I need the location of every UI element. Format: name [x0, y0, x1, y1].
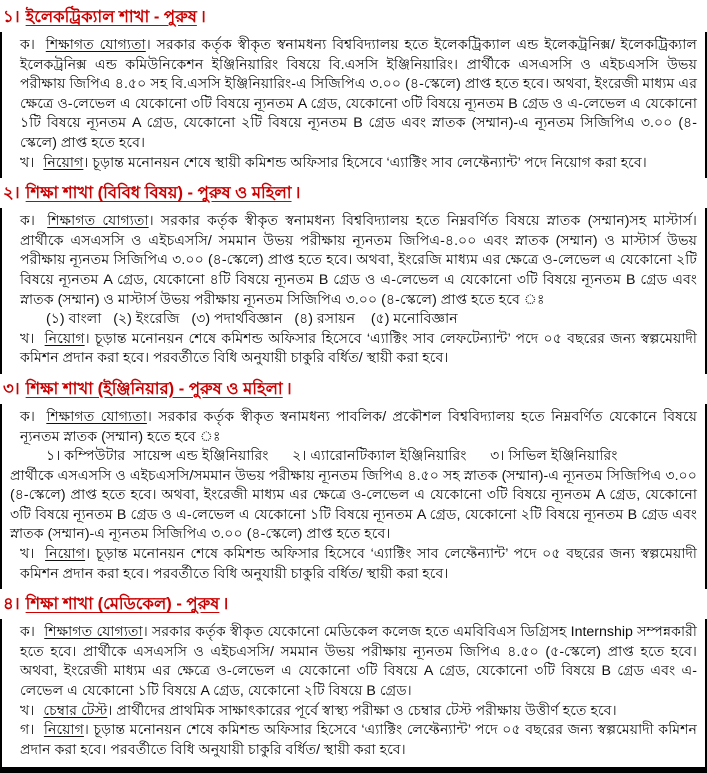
section-heading	[3, 378, 707, 400]
section-number: ৩।	[3, 379, 20, 398]
section-title-terminator: ।	[199, 8, 206, 26]
subject-list: (১) বাংলা (২) ইংরেজি (৩) পদার্থবিজ্ঞান (৪) রসায়ন (৫) মনোবিজ্ঞান	[46, 311, 458, 328]
section-title: শিক্ষা শাখা (বিবিধ বিষয়) - পুরুষ ও মহিলা	[25, 184, 292, 203]
clause-label: ক।	[20, 37, 35, 53]
section-body-box	[0, 404, 707, 589]
section-body-box	[0, 32, 707, 178]
clause-term-underlined: শিক্ষাগত যোগ্যতা	[45, 37, 146, 53]
clause-term-underlined: নিয়োগ	[45, 546, 86, 563]
section-title: ইলেকট্রিক্যাল শাখা - পুরুষ	[25, 8, 197, 26]
clause-term-underlined: নিয়োগ	[44, 330, 85, 347]
clause-text: । প্রার্থীদের প্রাথমিক সাক্ষাৎকারের পূর্বে স্বাস্থ্য পরীক্ষা ও চেম্বার টেস্ট পরীক্ষায় উত্তীর্ণ হতে হবে।	[107, 702, 617, 719]
clause-term-underlined: নিয়োগ	[43, 722, 84, 739]
clause-paragraph	[10, 154, 697, 174]
section-title-terminator: ।	[222, 595, 229, 614]
clause-term-underlined: শিক্ষাগত যোগ্যতা	[44, 624, 143, 641]
clause-text: । সরকার কর্তৃক স্বীকৃত স্বনামধন্য পাবলিক/ প্রকৌশল বিশ্ববিদ্যালয় হতে নিম্নবর্ণিত যেকোনে বিষয়ে ন্যূনতম স্নাতক (সম্মান) হতে হবে ঃ	[20, 408, 697, 445]
clause-paragraph	[10, 623, 697, 701]
subject-list: ১। কম্পিউটার সায়েন্স এন্ড ইঞ্জিনিয়ারিং ২। এ্যারোনটিক্যাল ইঞ্জিনিয়ারিং ৩। সিভিল ইঞ্জিনিয়ারিং	[46, 448, 618, 465]
clause-term-underlined: চেম্বার টেস্ট	[43, 702, 108, 719]
clause-label: খ।	[20, 330, 35, 347]
clause-text: । সরকার কর্তৃক স্বীকৃত স্বনামধন্য বিশ্ববিদ্যালয় হতে নিম্নবর্ণিত বিষয়ে স্নাতক (সম্মান)সহ মাস্টার্স। প্রার্থীকে এসএসসি ও এইচএসসি/ সমমান উভয় পরীক্ষায় ন্যূনতম জিপিএ-৪.০০ এবং স্নাতক (সম্মান) ও মাস্টার্স উভয় পরীক্ষায় ন্যূনতম সিজিপিএ ৩.০০ (৪-স্কেলে) প্রাপ্ত হতে হবে। অথবা, ইংরেজি মাধ্যম এর ক্ষেত্রে ও-লেভেল এ যেকোনো ২টি বিষয়ে ন্যূনতম A গ্রেড, যেকোনো ৪টি বিষয়ে ন্যূনতম B গ্রেড ও এ-লেভেল এ যেকোনো ৩টি বিষয়ে ন্যূনতম B গ্রেড এবং স্নাতক (সম্মান) ও মাস্টার্স উভয় পরীক্ষায় ন্যূনতম সিজিপিএ ৩.০০ (৪-স্কেলে) প্রাপ্ত হতে হবে ঃ	[20, 213, 697, 308]
clause-term-underlined: শিক্ষাগত যোগ্যতা	[46, 408, 147, 425]
section-heading	[3, 6, 707, 28]
clause-paragraph	[10, 212, 697, 310]
clause-text: । চূড়ান্ত মনোনয়ন শেষে স্থায়ী কমিশন্ড অফিসার হিসেবে ‘এ্যাক্টিং সাব লেফ্টেন্যান্ট’ পদে নিয়োগ করা হবে।	[83, 154, 647, 171]
clause-paragraph	[10, 721, 697, 760]
clause-text: । চূড়ান্ত মনোনয়ন শেষে কমিশন্ড অফিসার হিসেবে ‘এ্যাক্টিং সাব লেফটেন্যান্ট’ পদে ০৫ বছরের জন্য স্বল্পমেয়াদী কমিশন প্রদান করা হবে। পরবর্তীতে বিধি অনুযায়ী চাকুরি বর্ধিত/ স্থায়ী করা হবে।	[20, 330, 697, 367]
clause-text: । চূড়ান্ত মনোনয়ন শেষে কমিশন্ড অফিসার হিসেবে ‘এ্যাক্টিং সাব লেফ্টেন্যান্ট’ পদে ০৫ বছরের জন্য স্বল্পমেয়াদী কমিশন প্রদান করা হবে। পরবর্তীতে বিধি অনুযায়ী চাকুরি বর্ধিত/ স্থায়ী করা হবে।	[20, 546, 697, 582]
clause-paragraph	[10, 36, 697, 154]
clause-text: । চূড়ান্ত মনোনয়ন শেষে কমিশন্ড অফিসার হিসেবে ‘এ্যাক্টিং লেফ্টেন্যান্ট’ পদে ০৫ বছরের জন্য স্বল্পমেয়াদী কমিশন প্রদান করা হবে। পরবর্তীতে বিধি অনুযায়ী চাকুরি বর্ধিত/ স্থায়ী করা হবে।	[20, 722, 697, 758]
clause-label: ক।	[20, 408, 35, 425]
section-heading	[3, 182, 707, 204]
clause-label: খ।	[20, 702, 35, 719]
section-title-terminator: ।	[294, 184, 301, 203]
clause-text: । সরকার কর্তৃক স্বীকৃত স্বনামধন্য বিশ্ববিদ্যালয় হতে ইলেকট্রিক্যাল এন্ড ইলেকট্রনিক্স/ ইলেকট্রিক্যাল ইলেকট্রনিক্স এন্ড কমিউনিকেশন ইঞ্জিনিয়ারিং বিষয়ে বি.এসসি ইঞ্জিনিয়ারিং। প্রার্থীকে এসএসসি ও এইচএসসি উভয় পরীক্ষায় জিপিএ ৪.৫০ সহ বি.এসসি ইঞ্জিনিয়ারিং-এ সিজিপিএ ৩.০০ (৪-স্কেলে) প্রাপ্ত হতে হবে। অথবা, ইংরেজী মাধ্যম এর ক্ষেত্রে ও-লেভেল এ যেকোনো ৩টি বিষয়ে ন্যূনতম A গ্রেড, যেকোনো ৩টি বিষয়ে ন্যূনতম B গ্রেড ও এ-লেভেল এ যেকোনো ১টি বিষয়ে ন্যূনতম A গ্রেড, যেকোনো ২টি বিষয়ে ন্যূনতম B গ্রেড এবং স্নাতক (সম্মান)-এ ন্যূনতম সিজিপিএ ৩.০০ (৪-স্কেলে) প্রাপ্ত হতে হবে।	[20, 37, 697, 151]
section-number: ১।	[3, 8, 20, 26]
clause-paragraph	[10, 545, 697, 584]
section-number: ২।	[3, 184, 20, 203]
clause-text: । সরকার কর্তৃক স্বীকৃত যেকোনো মেডিকেল কলেজ হতে এমবিবিএস ডিগ্রিসহ Internship সম্পন্নকারী হতে হবে। প্রার্থীকে এসএসসি ও এইচএসসি/ সমমান উভয় পরীক্ষায় ন্যূনতম জিপিএ ৪.৫০ (৫-স্কেলে) প্রাপ্ত হতে হবে। অথবা, ইংরেজী মাধ্যম এর ক্ষেত্রে ও-লেভেল এ যেকোনো ৩টি বিষয়ে A গ্রেড, যেকোনো ৩টি বিষয়ে B গ্রেড এবং এ-লেভেল এ যেকোনো ১টি বিষয়ে A গ্রেড, যেকোনো ২টি বিষয়ে B গ্রেড।	[20, 624, 697, 700]
clause-paragraph	[10, 408, 697, 447]
clause-term-underlined: শিক্ষাগত যোগ্যতা	[47, 213, 149, 230]
section-body-box	[0, 619, 707, 773]
section-number: ৪।	[3, 595, 20, 614]
clause-paragraph	[10, 330, 697, 369]
clause-continuation-text: প্রার্থীকে এসএসসি ও এইচএসসি/সমমান উভয় পরীক্ষায় ন্যূনতম জিপিএ ৪.৫০ সহ স্নাতক (সম্মান)-এ ন্যূনতম সিজিপিএ ৩.০০ (৪-স্কেলে) প্রাপ্ত হতে হবে। অথবা, ইংরেজী মাধ্যম এর ক্ষেত্রে ও-লেভেল এ যেকোনো ৩টি বিষয়ে ন্যূনতম A গ্রেড, যেকোনো ৩টি বিষয়ে ন্যূনতম B গ্রেড ও এ-লেভেল এ যেকোনো ১টি বিষয়ে ন্যূনতম A গ্রেড, যেকোনো ২টি বিষয়ে ন্যূনতম B গ্রেড এবং স্নাতক (সম্মান)-এ ন্যূনতম সিজিপিএ ৩.০০ (৪-স্কেলে) প্রাপ্ত হতে হবে।	[10, 467, 697, 543]
clause-label: খ।	[20, 546, 35, 563]
clause-label: ক।	[20, 213, 35, 230]
clause-label: ক।	[20, 624, 35, 641]
clause-label: খ।	[20, 154, 35, 171]
section-heading	[3, 593, 707, 615]
clause-term-underlined: নিয়োগ	[43, 154, 84, 171]
section-title-terminator: ।	[285, 379, 292, 398]
section-title: শিক্ষা শাখা (মেডিকেল) - পুরুষ	[25, 595, 220, 614]
clause-paragraph	[10, 702, 697, 722]
clause-label: গ।	[20, 722, 35, 739]
section-body-box	[0, 208, 707, 374]
section-title: শিক্ষা শাখা (ইঞ্জিনিয়ার) - পুরুষ ও মহিলা	[25, 379, 283, 398]
